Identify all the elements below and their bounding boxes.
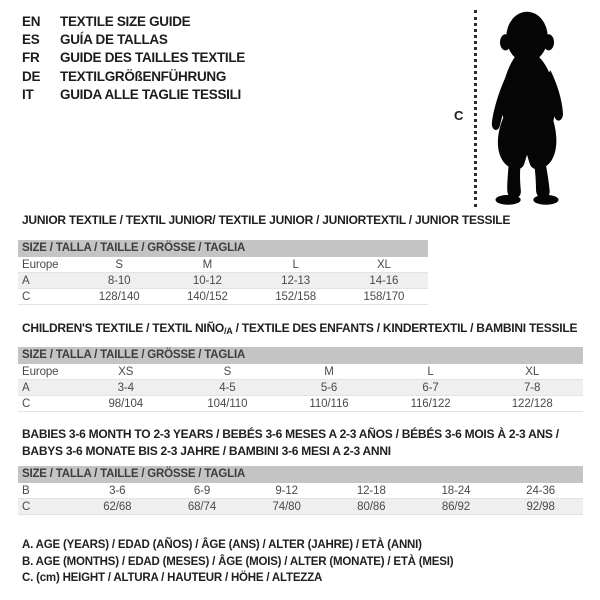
cell: XS	[118, 365, 134, 378]
babies-section-title	[22, 426, 559, 460]
cell: S	[223, 365, 232, 378]
language-title-list	[22, 13, 245, 104]
table-row	[18, 483, 583, 499]
cell: XL	[376, 258, 391, 271]
lang-label-de: TEXTILGRÖßENFÜHRUNG	[60, 68, 227, 84]
row-label: C	[22, 397, 31, 410]
table-row	[18, 380, 583, 396]
children-title-pre: CHILDREN'S TEXTILE / TEXTIL NIÑO	[22, 321, 224, 335]
cell: 14-16	[369, 274, 399, 287]
cell: 6-7	[422, 381, 439, 394]
children-title-post: / TEXTILE DES ENFANTS / KINDERTEXTIL / BAMBINI TESSILE	[232, 321, 578, 335]
babies-title-line1: BABIES 3-6 MONTH TO 2-3 YEARS / BEBÉS 3-6 MESES A 2-3 AÑOS / BÉBÉS 3-6 MOIS À 2-3 ANS /	[22, 427, 559, 441]
height-dotted-line	[474, 10, 477, 207]
cell: 158/170	[363, 290, 405, 303]
cell: 3-4	[117, 381, 134, 394]
table-row	[18, 396, 583, 412]
cell: 3-6	[109, 484, 126, 497]
children-title-sub: /A	[223, 326, 233, 336]
cell: 74/80	[272, 500, 301, 513]
cell: L	[427, 365, 434, 378]
children-size-table	[18, 347, 583, 412]
cell: 9-12	[275, 484, 298, 497]
row-label: C	[22, 500, 31, 513]
row-label: A	[22, 274, 30, 287]
table-row	[18, 273, 428, 289]
junior-size-header: SIZE / TALLA / TAILLE / GRÖSSE / TAGLIA	[18, 240, 428, 257]
lang-row-en	[22, 13, 245, 31]
cell: 5-6	[320, 381, 338, 394]
cell: 68/74	[187, 500, 217, 513]
cell: 10-12	[192, 274, 222, 287]
note-a-age-years: A. AGE (YEARS) / EDAD (AÑOS) / ÂGE (ANS) / ALTER (JAHRE) / ETÀ (ANNI)	[22, 539, 422, 551]
babies-size-table	[18, 466, 583, 515]
lang-label-es: GUÍA DE TALLAS	[60, 32, 168, 48]
cell: 140/152	[186, 290, 228, 303]
cell: 98/104	[108, 397, 144, 410]
cell: M	[202, 258, 213, 271]
height-measure-figure	[440, 0, 600, 220]
cell: S	[115, 258, 123, 271]
lang-row-it	[22, 86, 245, 104]
table-row	[18, 257, 428, 273]
cell: 12-18	[356, 484, 386, 497]
junior-section-title: JUNIOR TEXTILE / TEXTIL JUNIOR/ TEXTILE JUNIOR / JUNIORTEXTIL / JUNIOR TESSILE	[22, 213, 511, 227]
cell: 62/68	[103, 500, 132, 513]
lang-row-de	[22, 68, 245, 86]
lang-code-es: ES	[22, 32, 40, 48]
cell: XL	[525, 365, 540, 378]
lang-code-fr: FR	[22, 50, 40, 66]
babies-size-header: SIZE / TALLA / TAILLE / GRÖSSE / TAGLIA	[18, 466, 583, 483]
cell: 12-13	[281, 274, 311, 287]
lang-code-de: DE	[22, 68, 41, 84]
height-c-label: C	[454, 108, 464, 123]
row-label: B	[22, 484, 30, 497]
lang-code-en: EN	[22, 14, 41, 29]
lang-code-it: IT	[22, 86, 34, 102]
lang-label-fr: GUIDE DES TAILLES TEXTILE	[60, 50, 246, 66]
cell: 128/140	[98, 290, 140, 303]
note-b-age-months: B. AGE (MONTHS) / EDAD (MESES) / ÂGE (MOIS) / ALTER (MONATE) / ETÀ (MESI)	[22, 555, 454, 568]
cell: M	[324, 365, 334, 378]
lang-row-fr	[22, 49, 245, 67]
babies-title-line2: BABYS 3-6 MONATE BIS 2-3 JAHRE / BAMBINI 3-6 MESI A 2-3 ANNI	[22, 444, 391, 458]
row-label: Europe	[22, 258, 59, 271]
lang-label-it: GUIDA ALLE TAGLIE TESSILI	[60, 86, 241, 102]
cell: 86/92	[441, 500, 471, 513]
cell: 110/116	[309, 397, 349, 410]
cell: 8-10	[107, 274, 131, 287]
cell: 4-5	[219, 381, 236, 394]
cell: 18-24	[441, 484, 471, 497]
cell: 24-36	[526, 484, 556, 497]
cell: 80/86	[357, 500, 386, 513]
toddler-silhouette-image	[482, 9, 572, 207]
row-label: A	[22, 381, 30, 394]
table-row	[18, 364, 583, 380]
cell: L	[292, 258, 299, 271]
lang-row-es	[22, 31, 245, 49]
cell: 122/128	[511, 397, 553, 410]
lang-label-en: TEXTILE SIZE GUIDE	[60, 14, 191, 29]
junior-size-table	[18, 240, 428, 305]
cell: 116/122	[410, 397, 451, 410]
note-c-height: C. (cm) HEIGHT / ALTURA / HAUTEUR / HÖHE / ALTEZZA	[22, 572, 323, 584]
cell: 152/158	[275, 290, 317, 303]
cell: 7-8	[524, 381, 541, 394]
table-row	[18, 499, 583, 515]
row-label: Europe	[22, 365, 59, 378]
cell: 92/98	[526, 500, 555, 513]
children-section-title	[22, 320, 577, 340]
row-label: C	[22, 290, 31, 303]
table-row	[18, 289, 428, 305]
legend-notes	[22, 537, 453, 587]
cell: 6-9	[193, 484, 211, 497]
children-size-header: SIZE / TALLA / TAILLE / GRÖSSE / TAGLIA	[18, 347, 583, 364]
cell: 104/110	[207, 397, 248, 410]
